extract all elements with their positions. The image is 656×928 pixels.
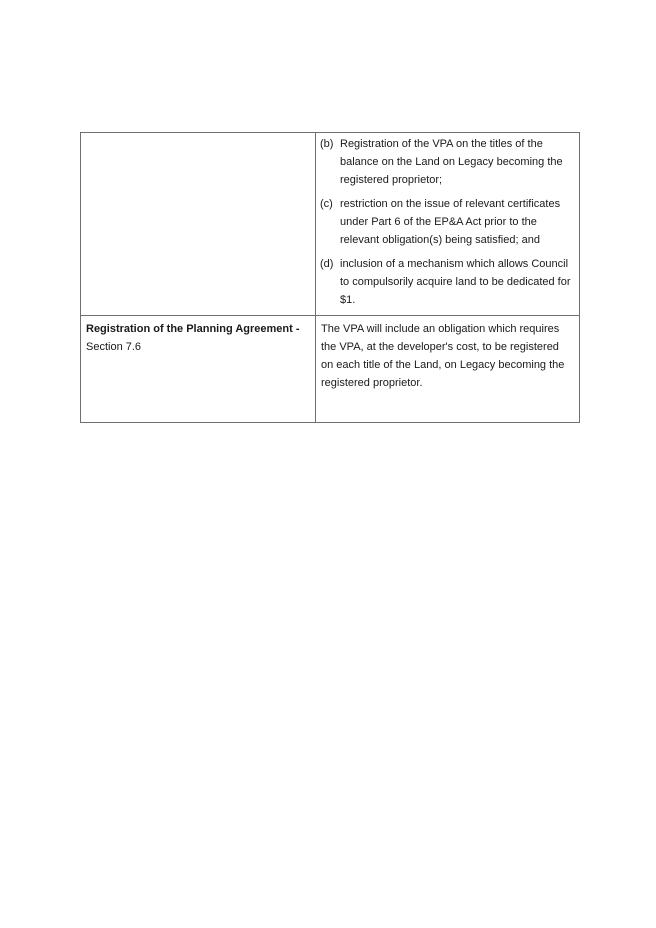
table-row	[81, 316, 580, 423]
table-row	[81, 133, 580, 316]
row-subheading: Section 7.6	[86, 341, 142, 353]
list-item-text: Registration of the VPA on the titles of the balance on the Land on Legacy becoming the registered proprietor;	[340, 138, 563, 186]
list-item	[320, 135, 573, 189]
row-description: The VPA will include an obligation which requires the VPA, at the developer's cost, to be registered on each title of the Land, on Legacy becoming the registered proprietor.	[321, 323, 565, 389]
provisions-table	[80, 132, 580, 423]
list-item	[320, 195, 573, 249]
list-marker: (c)	[320, 198, 333, 210]
list-item	[320, 255, 573, 309]
table-cell-empty	[81, 133, 316, 316]
table-cell-list	[316, 133, 580, 316]
list-marker: (b)	[320, 138, 334, 150]
row-heading: Registration of the Planning Agreement -	[86, 323, 300, 335]
list-item-text: restriction on the issue of relevant certificates under Part 6 of the EP&A Act prior to the relevant obligation(s) being satisfied; and	[340, 198, 561, 246]
list-marker: (d)	[320, 258, 334, 270]
provision-list	[316, 133, 579, 309]
list-item-text: inclusion of a mechanism which allows Council to compulsorily acquire land to be dedicated for $1.	[340, 258, 571, 306]
table-cell-heading	[81, 316, 316, 423]
table-cell-description	[316, 316, 580, 423]
